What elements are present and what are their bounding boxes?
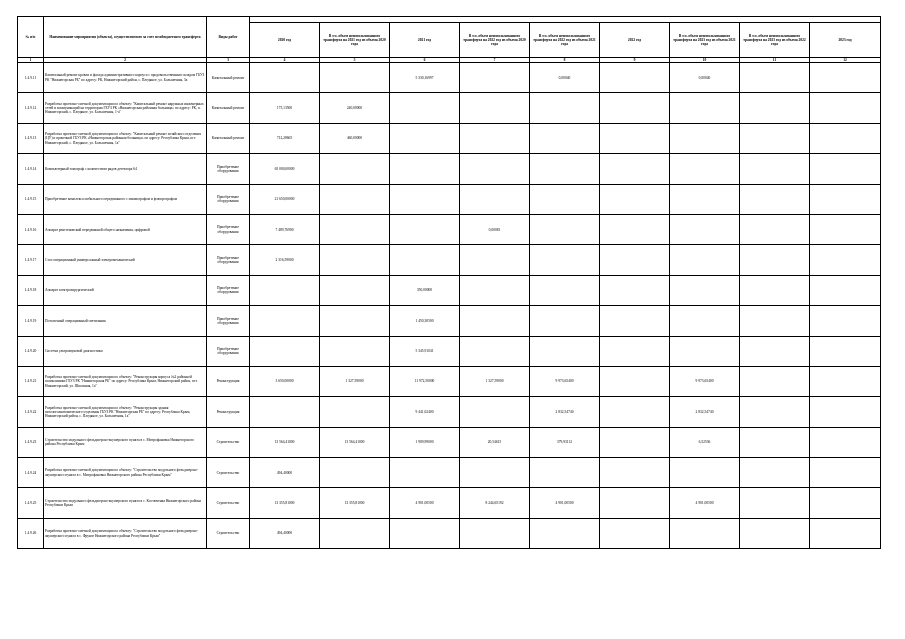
value-2021 (390, 184, 460, 214)
value-2021: 11 972,50000 (390, 366, 460, 396)
value-2023-unused-2021: 2 832,54740 (670, 397, 740, 427)
value-2021-unused-2020 (460, 306, 530, 336)
row-work-type: Приобретение оборудования (207, 184, 250, 214)
row-number: 1.4.9.19 (18, 306, 44, 336)
value-2020 (250, 306, 320, 336)
value-2021 (390, 93, 460, 123)
value-2022 (600, 214, 670, 244)
table-row (18, 306, 881, 336)
value-2023-unused-2022 (740, 63, 810, 93)
value-2023-unused-2021 (670, 458, 740, 488)
value-2020-unused (320, 336, 390, 366)
value-2020-unused (320, 306, 390, 336)
row-number: 1.4.9.20 (18, 336, 44, 366)
row-number: 1.4.9.21 (18, 366, 44, 396)
row-name: Строительство модульного фельдшерско-акушерского пункта в с. Костюченка Нижнегорского района Республики Крым (44, 488, 207, 518)
value-2020: 7 489,76900 (250, 214, 320, 244)
table-row (18, 518, 881, 548)
value-2020-unused: 13 355,81000 (320, 488, 390, 518)
value-2023 (810, 458, 881, 488)
header-2020: 2020 год (250, 23, 320, 58)
table-row (18, 63, 881, 93)
column-number: 6 (390, 58, 460, 63)
value-2022 (600, 306, 670, 336)
value-2021: 9 441,02400 (390, 397, 460, 427)
value-2021-unused-2020: 1 327,59000 (460, 366, 530, 396)
value-2021-unused-2020: 0,00081 (460, 214, 530, 244)
row-name: Приобретение комплекса мобильного передвижного с маммографом и флюорографом (44, 184, 207, 214)
value-2023 (810, 214, 881, 244)
value-2020: 3 650,00000 (250, 366, 320, 396)
row-number: 1.4.9.16 (18, 214, 44, 244)
value-2020-unused (320, 458, 390, 488)
row-work-type: Строительство (207, 488, 250, 518)
table-row (18, 458, 881, 488)
value-2023 (810, 93, 881, 123)
row-number: 1.4.9.18 (18, 275, 44, 305)
value-2023-unused-2021 (670, 214, 740, 244)
value-2020: 21 650,00000 (250, 184, 320, 214)
value-2021: 350,00000 (390, 275, 460, 305)
transfer-table (17, 16, 881, 549)
value-2023-unused-2021 (670, 306, 740, 336)
value-2020-unused: 240,00000 (320, 93, 390, 123)
row-name: Потолочный операционный светильник (44, 306, 207, 336)
value-2023 (810, 518, 881, 548)
value-2021: 4 901,00500 (390, 488, 460, 518)
value-2022 (600, 488, 670, 518)
value-2023 (810, 488, 881, 518)
value-2022-unused-2021 (530, 93, 600, 123)
row-work-type: Приобретение оборудования (207, 336, 250, 366)
value-2023 (810, 63, 881, 93)
value-2020-unused: 460,00000 (320, 123, 390, 153)
value-2021-unused-2020 (460, 184, 530, 214)
value-2021-unused-2020: 8 244,65192 (460, 488, 530, 518)
value-2023 (810, 123, 881, 153)
value-2021: 1 909,99000 (390, 427, 460, 457)
row-number: 1.4.9.25 (18, 488, 44, 518)
value-2020-unused: 1 327,59000 (320, 366, 390, 396)
column-number: 11 (740, 58, 810, 63)
header-2021: 2021 год (390, 23, 460, 58)
row-number: 1.4.9.12 (18, 93, 44, 123)
value-2023-unused-2021 (670, 154, 740, 184)
value-2023-unused-2022 (740, 427, 810, 457)
row-name: Капитальный ремонт кровли и фасада административного корпуса с продовольственным складом ГБУЗ РК "Нижнегорская РБ" по адресу: РК, Нижнегорский район, с. Пледяное, ул. Большечная, 3а (44, 63, 207, 93)
value-2023 (810, 427, 881, 457)
table-row (18, 427, 881, 457)
table-row (18, 245, 881, 275)
value-2023-unused-2022 (740, 366, 810, 396)
value-2020: 65 000,00000 (250, 154, 320, 184)
table-row (18, 93, 881, 123)
value-2023-unused-2021 (670, 245, 740, 275)
value-2020 (250, 63, 320, 93)
value-2022-unused-2021 (530, 154, 600, 184)
row-name: Разработка проектно-сметной документации по объекту: "Капитальный ремонт хозяйского отделения (ЦУ) и прачечной ГБУЗ РК «Нижнегорская районная больница» по адресу: Республика Крым, пгт. Нижнегорский, с. Пледяное, ул. Большечная, 1а" (44, 123, 207, 153)
row-number: 1.4.9.15 (18, 184, 44, 214)
table-row (18, 123, 881, 153)
table-header (18, 17, 881, 63)
value-2021 (390, 245, 460, 275)
row-work-type: Приобретение оборудования (207, 306, 250, 336)
value-2023 (810, 306, 881, 336)
value-2023-unused-2021: 6,52536 (670, 427, 740, 457)
value-2023-unused-2021 (670, 336, 740, 366)
column-number: 12 (810, 58, 881, 63)
value-2021-unused-2020 (460, 154, 530, 184)
column-number: 8 (530, 58, 600, 63)
header-2022: 2022 год (600, 23, 670, 58)
row-number: 1.4.9.17 (18, 245, 44, 275)
value-2020-unused: 13 564,41000 (320, 427, 390, 457)
value-2020: 2 316,59000 (250, 245, 320, 275)
value-2020 (250, 275, 320, 305)
value-2022 (600, 154, 670, 184)
column-number: 10 (670, 58, 740, 63)
row-number: 1.4.9.23 (18, 427, 44, 457)
value-2023-unused-2022 (740, 184, 810, 214)
value-2023-unused-2021: 0,00040 (670, 63, 740, 93)
header-2023-unused-2021: В т.ч. объем неиспользованного трансферта на 2023 год из объема 2021 года (670, 23, 740, 58)
value-2023-unused-2022 (740, 518, 810, 548)
value-2023 (810, 366, 881, 396)
row-name: Аппарат рентгеновский передвижной общего назначения, цифровой (44, 214, 207, 244)
value-2023-unused-2022 (740, 93, 810, 123)
table-body (18, 63, 881, 549)
header-2020-unused: В т.ч. объем неиспользованного трансферта на 2021 год из объема 2020 года (320, 23, 390, 58)
value-2020: 494,40000 (250, 458, 320, 488)
value-2020: 175,13500 (250, 93, 320, 123)
value-2022-unused-2021 (530, 306, 600, 336)
column-number: 1 (18, 58, 44, 63)
table-row (18, 336, 881, 366)
row-name: Строительство модульного фельдшерско-акушерского пункта в с. Митрофановка Нижнегорского района Республики Крым (44, 427, 207, 457)
value-2021 (390, 214, 460, 244)
row-number: 1.4.9.13 (18, 123, 44, 153)
value-2021: 1 450,30500 (390, 306, 460, 336)
value-2022-unused-2021: 0,00040 (530, 63, 600, 93)
value-2022 (600, 63, 670, 93)
row-name: Разработка проектно-сметной документации по объекту: "Капитальный ремонт наружных инженерных сетей и коммуникаций на территории ГБУЗ РК «Нижнегорская районная больница» по адресу: РК, п. Нижнегорский, с. Пледяное, ул. Большечная, 1-а" (44, 93, 207, 123)
row-work-type: Приобретение оборудования (207, 154, 250, 184)
value-2022 (600, 397, 670, 427)
header-type: Виды работ (207, 17, 250, 58)
value-2023 (810, 397, 881, 427)
value-2023 (810, 336, 881, 366)
value-2021-unused-2020 (460, 275, 530, 305)
row-work-type: Реконструкция (207, 397, 250, 427)
table-row (18, 366, 881, 396)
value-2020: 13 564,41000 (250, 427, 320, 457)
value-2020-unused (320, 245, 390, 275)
table-row (18, 214, 881, 244)
header-2023-unused-2022: В т.ч. объем неиспользованного трансферта на 2023 год из объема 2022 года (740, 23, 810, 58)
value-2020: 13 355,81000 (250, 488, 320, 518)
table-row (18, 184, 881, 214)
value-2022-unused-2021 (530, 214, 600, 244)
value-2020: 494,40000 (250, 518, 320, 548)
column-number: 9 (600, 58, 670, 63)
value-2021-unused-2020 (460, 397, 530, 427)
row-work-type: Строительство (207, 427, 250, 457)
row-name: Система ультразвуковой диагностики (44, 336, 207, 366)
value-2022 (600, 518, 670, 548)
table-row (18, 154, 881, 184)
column-number: 3 (207, 58, 250, 63)
value-2022 (600, 93, 670, 123)
value-2022-unused-2021: 9 973,65400 (530, 366, 600, 396)
row-name: Компьютерный томограф с количеством рядов детектора 64 (44, 154, 207, 184)
value-2022 (600, 336, 670, 366)
value-2022 (600, 458, 670, 488)
value-2021-unused-2020 (460, 518, 530, 548)
column-number: 7 (460, 58, 530, 63)
value-2023-unused-2021: 4 901,00500 (670, 488, 740, 518)
row-number: 1.4.9.11 (18, 63, 44, 93)
value-2023-unused-2022 (740, 458, 810, 488)
value-2021-unused-2020 (460, 93, 530, 123)
value-2021 (390, 123, 460, 153)
value-2022-unused-2021 (530, 518, 600, 548)
value-2020-unused (320, 63, 390, 93)
value-2021-unused-2020 (460, 123, 530, 153)
row-name: Разработка проектно-сметной документации по объекту: "Реконструкция корпуса №2 районной поликлиники ГБУЗ РК "Нижнегорская РБ" по адресу: Республика Крым, Нижнегорский район, пгт. Нижнегорский, ул. Школьная, 1а" (44, 366, 207, 396)
value-2020 (250, 336, 320, 366)
value-2023-unused-2022 (740, 214, 810, 244)
table-row (18, 488, 881, 518)
value-2021-unused-2020 (460, 63, 530, 93)
value-2023-unused-2022 (740, 245, 810, 275)
row-work-type: Приобретение оборудования (207, 275, 250, 305)
header-name: Наименование мероприятия (объекта), осуществляемого за счет межбюджетного трансферта (44, 17, 207, 58)
value-2023 (810, 184, 881, 214)
value-2022 (600, 427, 670, 457)
row-work-type: Реконструкция (207, 366, 250, 396)
row-number: 1.4.9.14 (18, 154, 44, 184)
value-2023-unused-2021 (670, 123, 740, 153)
value-2021-unused-2020: 20,54615 (460, 427, 530, 457)
value-2023-unused-2022 (740, 154, 810, 184)
value-2023-unused-2022 (740, 397, 810, 427)
header-2022-unused-2021: В т.ч. объем неиспользованного трансферта на 2022 год из объема 2021 года (530, 23, 600, 58)
value-2023 (810, 245, 881, 275)
value-2022 (600, 275, 670, 305)
value-2021-unused-2020 (460, 245, 530, 275)
value-2020-unused (320, 184, 390, 214)
row-work-type: Строительство (207, 518, 250, 548)
budget-table-sheet (17, 16, 880, 549)
value-2020 (250, 397, 320, 427)
value-2020-unused (320, 275, 390, 305)
value-2022-unused-2021 (530, 336, 600, 366)
row-number: 1.4.9.22 (18, 397, 44, 427)
row-work-type: Капитальный ремонт (207, 93, 250, 123)
header-2023: 2023 год (810, 23, 881, 58)
value-2020-unused (320, 397, 390, 427)
value-2022-unused-2021 (530, 458, 600, 488)
value-2021-unused-2020 (460, 458, 530, 488)
row-work-type: Капитальный ремонт (207, 123, 250, 153)
row-name: Стол операционный универсальный электромеханический (44, 245, 207, 275)
value-2022-unused-2021 (530, 245, 600, 275)
row-name: Разработка проектно-сметной документации по объекту: "Реконструкция здания патологоанатомического отделения ГБУЗ РК "Нижнегорская РБ" по адресу: Республика Крым, Нижнегорский район, с. Пледяное, ул. Большечная, 1а" (44, 397, 207, 427)
value-2022-unused-2021 (530, 275, 600, 305)
row-work-type: Приобретение оборудования (207, 245, 250, 275)
row-name: Разработка проектно-сметной документации по объекту: "Строительство модульного фельдшерско-акушерского пункта в с. Митрофановка Нижнегорского района Республики Крым" (44, 458, 207, 488)
value-2020-unused (320, 154, 390, 184)
column-number: 2 (44, 58, 207, 63)
value-2023-unused-2022 (740, 123, 810, 153)
value-2022 (600, 123, 670, 153)
value-2023 (810, 154, 881, 184)
value-2022-unused-2021: 379,93112 (530, 427, 600, 457)
value-2022 (600, 366, 670, 396)
value-2023-unused-2022 (740, 488, 810, 518)
column-number: 4 (250, 58, 320, 63)
value-2023-unused-2021 (670, 518, 740, 548)
table-row (18, 397, 881, 427)
value-2023-unused-2022 (740, 275, 810, 305)
row-work-type: Строительство (207, 458, 250, 488)
value-2020: 712,28665 (250, 123, 320, 153)
value-2022-unused-2021: 4 901,00500 (530, 488, 600, 518)
table-row (18, 275, 881, 305)
value-2021 (390, 458, 460, 488)
value-2020-unused (320, 214, 390, 244)
value-2023-unused-2021: 9 973,65400 (670, 366, 740, 396)
value-2022-unused-2021: 2 832,54740 (530, 397, 600, 427)
value-2020-unused (320, 518, 390, 548)
row-work-type: Приобретение оборудования (207, 214, 250, 244)
row-number: 1.4.9.24 (18, 458, 44, 488)
row-number: 1.4.9.26 (18, 518, 44, 548)
value-2021 (390, 154, 460, 184)
value-2021 (390, 518, 460, 548)
column-number: 5 (320, 58, 390, 63)
header-num: № п/п (18, 17, 44, 58)
value-2022 (600, 184, 670, 214)
row-name: Разработка проектно-сметной документации по объекту: "Строительство модульного фельдшерско-акушерского пункта в с. Фрунзе Нижнегорского района Республики Крым" (44, 518, 207, 548)
value-2023-unused-2022 (740, 306, 810, 336)
value-2022-unused-2021 (530, 184, 600, 214)
value-2023-unused-2021 (670, 184, 740, 214)
value-2022 (600, 245, 670, 275)
value-2021: 5 345,91041 (390, 336, 460, 366)
value-2022-unused-2021 (530, 123, 600, 153)
value-2023-unused-2022 (740, 336, 810, 366)
value-2023-unused-2021 (670, 275, 740, 305)
value-2021-unused-2020 (460, 336, 530, 366)
row-work-type: Капитальный ремонт (207, 63, 250, 93)
value-2023 (810, 275, 881, 305)
value-2021: 5 330,16997 (390, 63, 460, 93)
header-2021-unused-2020: В т.ч. объем неиспользованного трансферта на 2022 год из объема 2020 года (460, 23, 530, 58)
value-2023-unused-2021 (670, 93, 740, 123)
row-name: Аппарат электрохирургический (44, 275, 207, 305)
